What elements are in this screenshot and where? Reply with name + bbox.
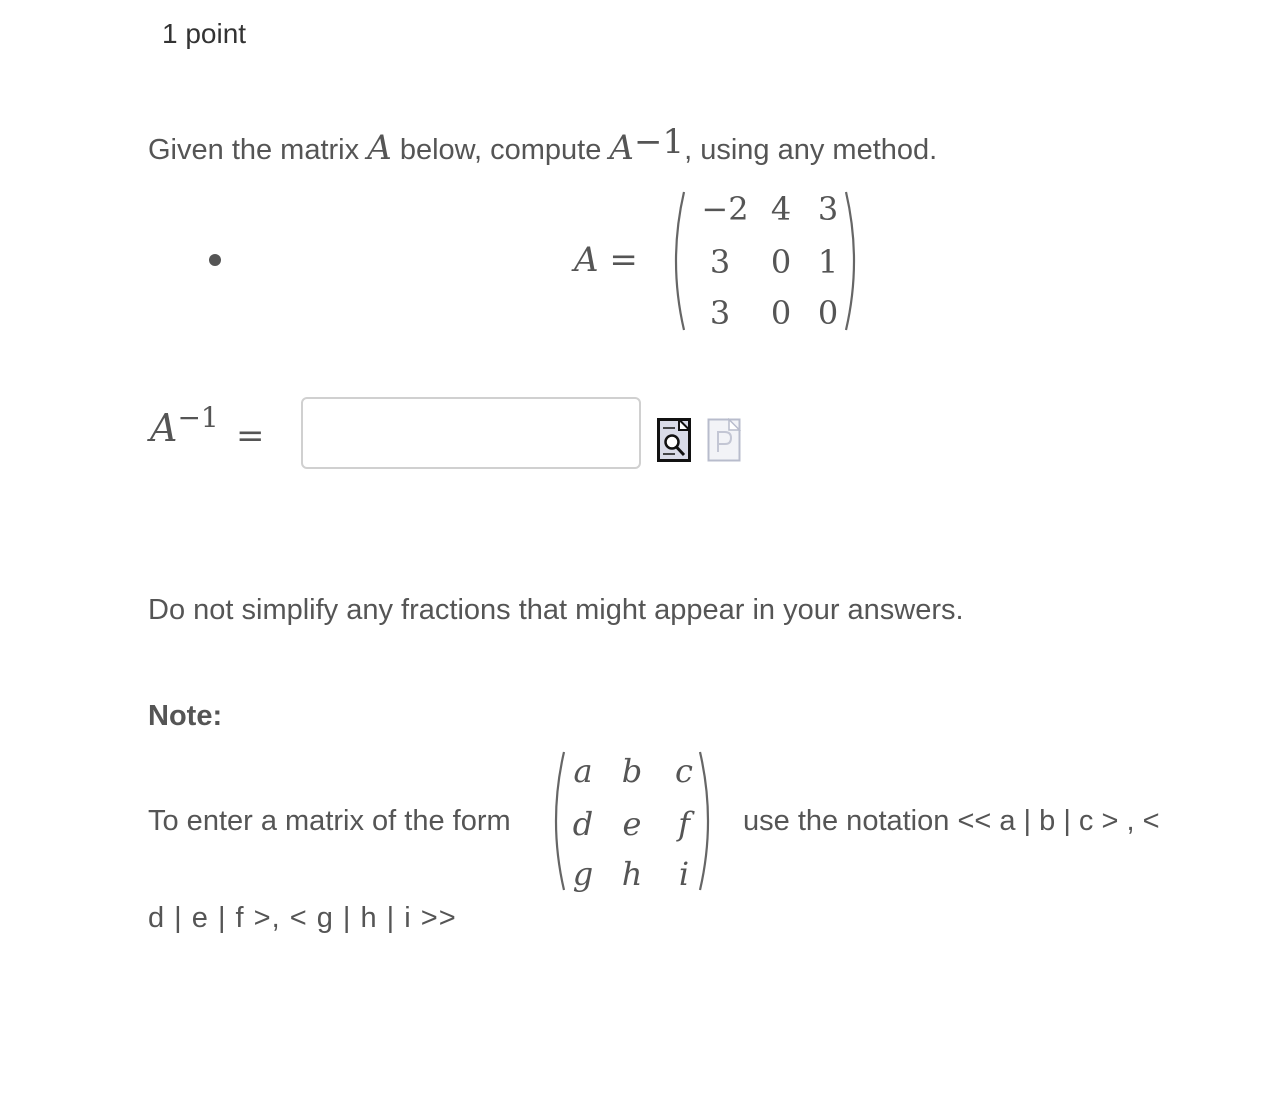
- prompt-text-after: , using any method.: [684, 134, 938, 166]
- example-cell-2-2: e: [622, 805, 642, 843]
- answer-label: [150, 401, 219, 450]
- prompt-text-before: Given the matrix: [148, 134, 360, 166]
- matrix-a-cell-3-2: 0: [770, 294, 792, 332]
- matrix-a-cell-2-3: 1: [817, 243, 839, 281]
- prompt-text-middle: below, compute: [399, 134, 602, 166]
- notation-text: use the notation << a | b | c > , <: [743, 805, 1160, 837]
- matrix-a-left-paren: [664, 190, 688, 332]
- matrix-a-cell-1-3: 3: [817, 190, 839, 228]
- pdf-document-icon[interactable]: [707, 418, 741, 462]
- example-cell-2-3: f: [678, 805, 690, 843]
- enter-matrix-text: To enter a matrix of the form: [148, 805, 511, 837]
- list-bullet: [209, 254, 221, 266]
- example-cell-1-1: a: [573, 752, 593, 790]
- notation-text-continued: d | e | f >, < g | h | i >>: [148, 902, 457, 934]
- answer-input[interactable]: [301, 397, 641, 469]
- points-label: 1 point: [162, 18, 247, 49]
- example-cell-3-2: h: [621, 855, 643, 893]
- matrix-var: A: [367, 128, 392, 168]
- answer-label-exponent: −1: [177, 401, 219, 434]
- matrix-a-cell-3-1: 3: [709, 294, 731, 332]
- matrix-a-cell-2-1: 3: [709, 243, 731, 281]
- simplify-instruction: Do not simplify any fractions that might appear in your answers.: [148, 594, 964, 626]
- example-cell-1-2: b: [621, 752, 643, 790]
- inverse-exponent: −1: [633, 122, 685, 162]
- question-prompt: [148, 122, 938, 168]
- matrix-a-cell-3-3: 0: [817, 294, 839, 332]
- preview-magnifier-icon[interactable]: [657, 418, 691, 462]
- note-heading: Note:: [148, 700, 223, 732]
- example-cell-3-3: i: [678, 855, 690, 893]
- example-cell-2-1: d: [572, 805, 594, 843]
- example-cell-3-1: g: [572, 855, 594, 893]
- answer-equals: =: [236, 416, 265, 456]
- example-cell-1-3: c: [675, 752, 693, 790]
- matrix-a-label: A =: [574, 240, 638, 280]
- matrix-a-cell-1-1: −2: [701, 190, 749, 228]
- inverse-base: A: [609, 128, 634, 168]
- matrix-a-cell-2-2: 0: [770, 243, 792, 281]
- matrix-a-cell-1-2: 4: [770, 190, 792, 228]
- answer-label-base: A: [150, 406, 178, 450]
